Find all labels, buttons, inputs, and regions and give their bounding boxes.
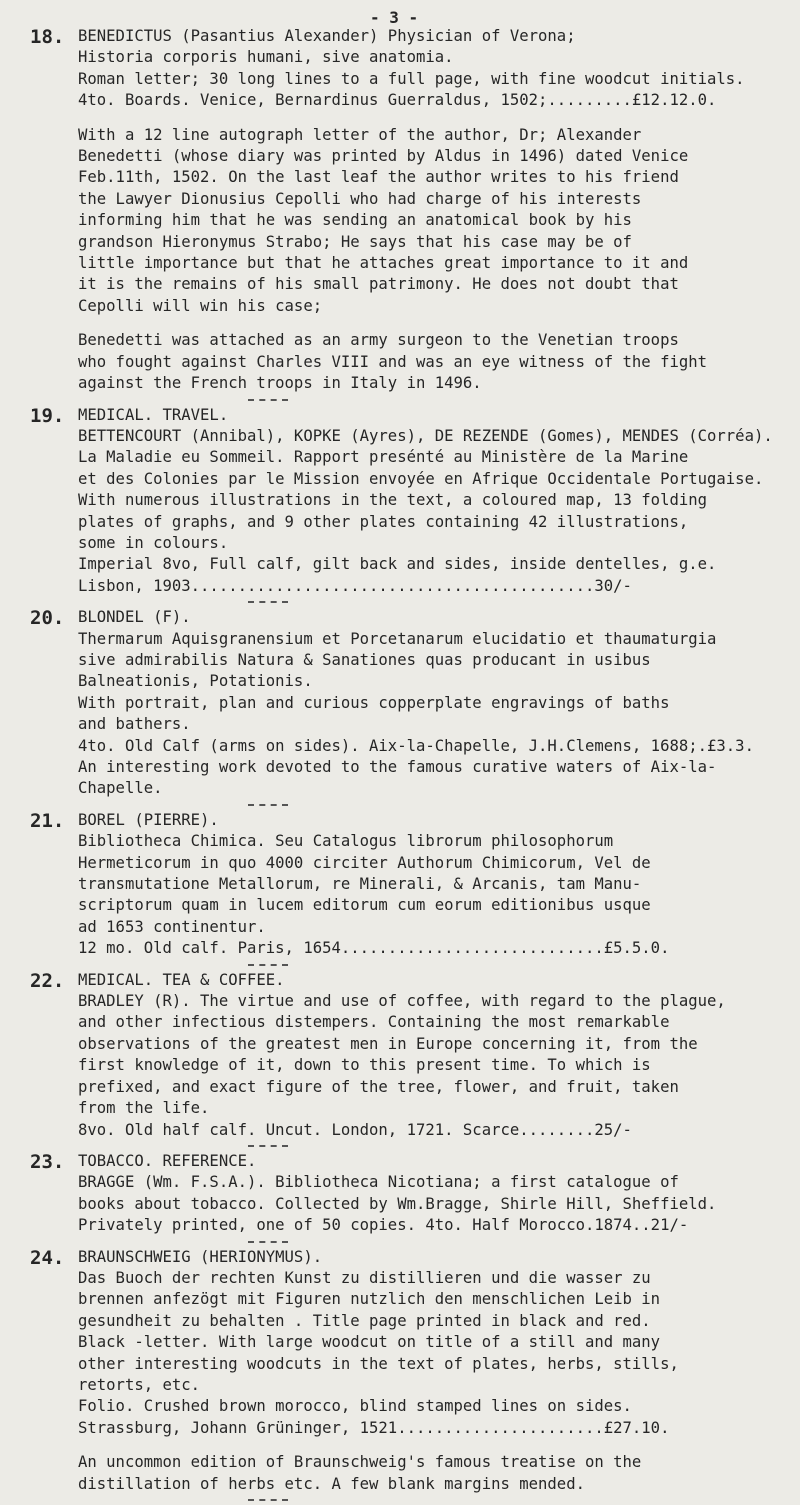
catalogue-entry [0, 607, 800, 806]
blank-line [78, 1439, 778, 1452]
entry-number: 24. [30, 1246, 65, 1269]
entry-line: Privately printed, one of 50 copies. 4to. Half Morocco.1874..21/- [78, 1216, 689, 1235]
entry-line: Roman letter; 30 long lines to a full page, with fine woodcut initials. [78, 69, 745, 88]
entry-line: Lisbon, 1903...........................................30/- [78, 576, 632, 595]
entry-number: 21. [30, 809, 65, 832]
entry-number: 22. [30, 969, 65, 992]
entry-number: 19. [30, 404, 65, 427]
entry-line: 8vo. Old half calf. Uncut. London, 1721. Scarce........25/- [78, 1120, 632, 1139]
entry-line: BENEDICTUS (Pasantius Alexander) Physician of Verona; [78, 27, 576, 45]
entry-line: BLONDEL (F). [78, 608, 191, 627]
entry-body [78, 607, 778, 800]
entry-line: La Maladie eu Sommeil. Rapport presénté au Ministère de la Marine [78, 448, 689, 467]
entry-line: grandson Hieronymus Strabo; He says that his case may be of [78, 232, 632, 251]
entry-line: Das Buoch der rechten Kunst zu distillieren und die wasser zu [78, 1268, 651, 1287]
entry-line: and bathers. [78, 715, 191, 734]
entry-line: Folio. Crushed brown morocco, blind stamped lines on sides. [78, 1397, 632, 1416]
entry-line: TOBACCO. REFERENCE. [78, 1151, 257, 1170]
entry-separator [248, 399, 288, 401]
entry-number: 18. [30, 26, 65, 48]
entry-line: With a 12 line autograph letter of the author, Dr; Alexander [78, 125, 642, 144]
catalogue-entry [0, 810, 800, 966]
entry-line: informing him that he was sending an anatomical book by his [78, 211, 632, 230]
entry-body [78, 26, 778, 395]
entry-line: MEDICAL. TRAVEL. [78, 405, 229, 424]
page-number: - 3 - [370, 8, 419, 27]
entry-line: BETTENCOURT (Annibal), KOPKE (Ayres), DE REZENDE (Gomes), MENDES (Corréa). [78, 426, 773, 445]
entry-line: who fought against Charles VIII and was an eye witness of the fight [78, 352, 708, 371]
entry-list [0, 26, 800, 1505]
entry-separator [248, 601, 288, 603]
entry-line: Imperial 8vo, Full calf, gilt back and sides, inside dentelles, g.e. [78, 555, 717, 574]
entry-body [78, 1151, 778, 1237]
entry-number: 20. [30, 607, 65, 630]
catalogue-entry [0, 26, 800, 401]
entry-line: against the French troops in Italy in 1496. [78, 374, 482, 393]
blank-line [78, 317, 778, 330]
entry-line: et des Colonies par le Mission envoyée en Afrique Occidentale Portugaise. [78, 469, 764, 488]
entry-line: it is the remains of his small patrimony. He does not doubt that [78, 275, 679, 294]
entry-line: An uncommon edition of Braunschweig's famous treatise on the [78, 1453, 642, 1472]
entry-line: plates of graphs, and 9 other plates containing 42 illustrations, [78, 512, 689, 531]
entry-separator [248, 1145, 288, 1147]
catalogue-entry [0, 1247, 800, 1501]
entry-separator [248, 804, 288, 806]
entry-line: 12 mo. Old calf. Paris, 1654............................£5.5.0. [78, 939, 670, 958]
entry-body [78, 1247, 778, 1495]
entry-number: 23. [30, 1150, 65, 1173]
entry-line: Benedetti was attached as an army surgeon to the Venetian troops [78, 331, 679, 350]
entry-line: Hermeticorum in quo 4000 circiter Authorum Chimicorum, Vel de [78, 853, 651, 872]
entry-line: from the life. [78, 1099, 210, 1118]
entry-line: 4to. Boards. Venice, Bernardinus Guerraldus, 1502;.........£12.12.0. [78, 91, 717, 110]
entry-line: Feb.11th, 1502. On the last leaf the author writes to his friend [78, 168, 679, 187]
catalogue-entry [0, 405, 800, 604]
entry-body [78, 405, 778, 598]
entry-line: BRAUNSCHWEIG (HERIONYMUS). [78, 1247, 323, 1266]
entry-line: ad 1653 continentur. [78, 917, 266, 936]
entry-line: transmutatione Metallorum, re Minerali, & Arcanis, tam Manu- [78, 875, 642, 894]
entry-body [78, 970, 778, 1141]
entry-line: books about tobacco. Collected by Wm.Bragge, Shirle Hill, Sheffield. [78, 1194, 717, 1213]
entry-line: BRAGGE (Wm. F.S.A.). Bibliotheca Nicotiana; a first catalogue of [78, 1173, 679, 1192]
entry-line: brennen anfezögt mit Figuren nutzlich den menschlichen Leib in [78, 1290, 661, 1309]
entry-separator [248, 1241, 288, 1243]
entry-line: Balneationis, Potationis. [78, 672, 313, 691]
entry-line: With portrait, plan and curious copperplate engravings of baths [78, 693, 670, 712]
entry-line: observations of the greatest men in Europe concerning it, from the [78, 1034, 698, 1053]
blank-line [78, 112, 778, 125]
entry-line: other interesting woodcuts in the text of plates, herbs, stills, [78, 1354, 679, 1373]
entry-body [78, 810, 778, 960]
catalogue-entry [0, 1151, 800, 1243]
entry-line: first knowledge of it, down to this present time. To which is [78, 1056, 651, 1075]
entry-line: Black -letter. With large woodcut on title of a still and many [78, 1333, 661, 1352]
entry-line: 4to. Old Calf (arms on sides). Aix-la-Chapelle, J.H.Clemens, 1688;.£3.3. [78, 736, 754, 755]
entry-line: Historia corporis humani, sive anatomia. [78, 48, 454, 67]
entry-line: BRADLEY (R). The virtue and use of coffee, with regard to the plague, [78, 992, 726, 1011]
entry-line: Strassburg, Johann Grüninger, 1521......................£27.10. [78, 1418, 670, 1437]
entry-line: Benedetti (whose diary was printed by Aldus in 1496) dated Venice [78, 147, 689, 166]
entry-line: BOREL (PIERRE). [78, 810, 219, 829]
entry-line: sive admirabilis Natura & Sanationes quas producant in usibus [78, 650, 651, 669]
entry-line: the Lawyer Dionusius Cepolli who had charge of his interests [78, 189, 642, 208]
entry-line: With numerous illustrations in the text, a coloured map, 13 folding [78, 491, 708, 510]
entry-line: little importance but that he attaches great importance to it and [78, 254, 689, 273]
entry-separator [248, 1499, 288, 1501]
entry-line: Cepolli will win his case; [78, 296, 323, 315]
entry-line: retorts, etc. [78, 1375, 201, 1394]
entry-separator [248, 964, 288, 966]
entry-line: prefixed, and exact figure of the tree, flower, and fruit, taken [78, 1077, 679, 1096]
entry-line: gesundheit zu behalten . Title page printed in black and red. [78, 1311, 651, 1330]
entry-line: some in colours. [78, 533, 229, 552]
entry-line: An interesting work devoted to the famous curative waters of Aix-la-Chapelle. [78, 758, 717, 798]
entry-line: scriptorum quam in lucem editorum cum eorum editionibus usque [78, 896, 651, 915]
entry-line: Thermarum Aquisgranensium et Porcetanarum elucidatio et thaumaturgia [78, 629, 717, 648]
entry-line: and other infectious distempers. Containing the most remarkable [78, 1013, 670, 1032]
entry-line: MEDICAL. TEA & COFFEE. [78, 970, 285, 989]
catalogue-entry [0, 970, 800, 1147]
entry-line: distillation of herbs etc. A few blank margins mended. [78, 1474, 585, 1493]
entry-line: Bibliotheca Chimica. Seu Catalogus librorum philosophorum [78, 832, 614, 851]
